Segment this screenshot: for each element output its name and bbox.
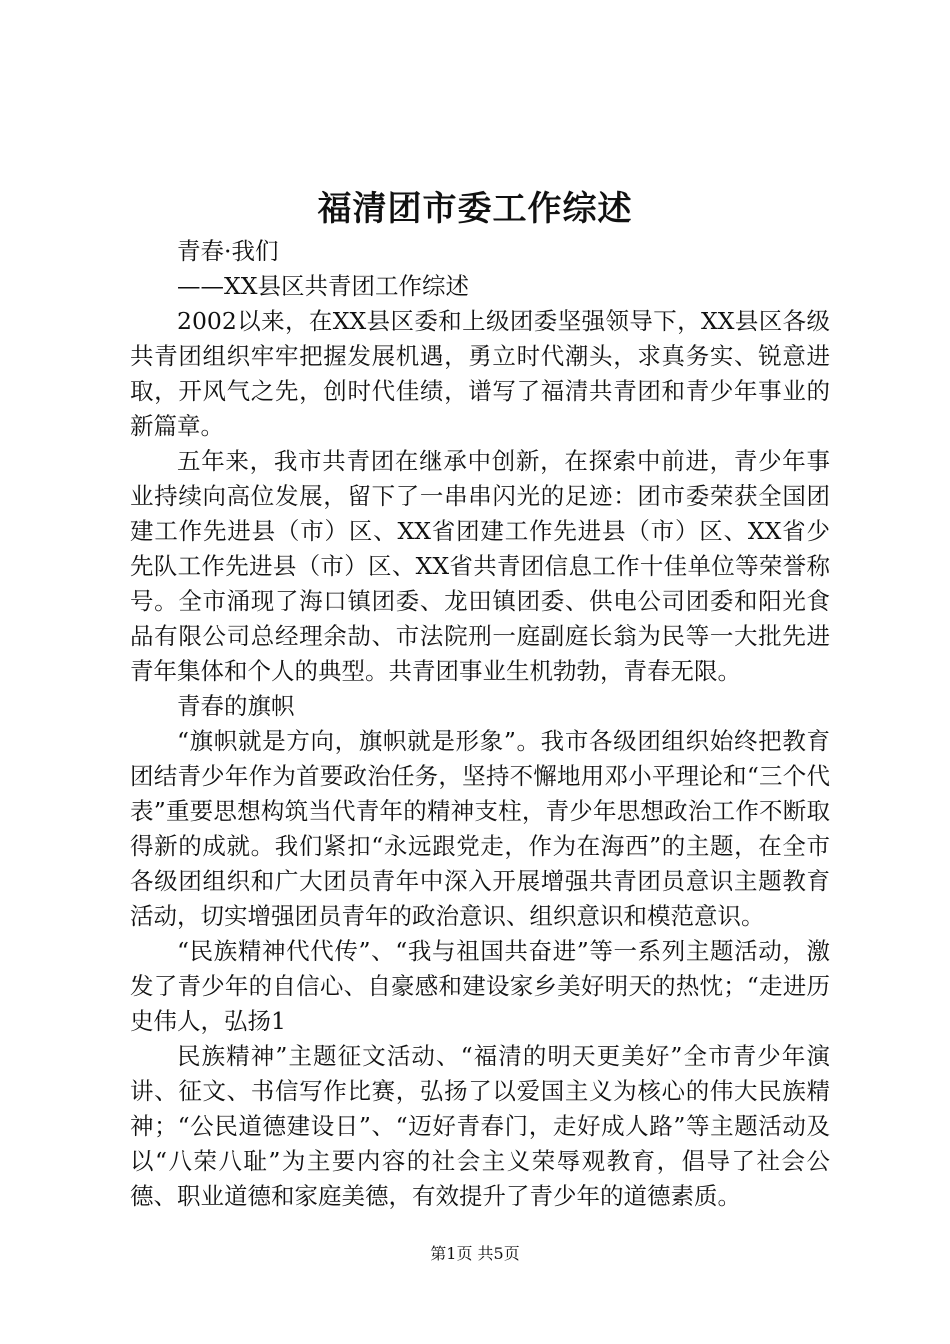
paragraph-activities: “民族精神代代传”、“我与祖国共奋进”等一系列主题活动，激发了青少年的自信心、自豪感和建设家乡美好明天的热忱；“走进历史伟人，弘扬1: [130, 937, 830, 1035]
document-title: 福清团市委工作综述: [317, 189, 633, 229]
paragraph-five-years: 五年来，我市共青团在继承中创新，在探索中前进，青少年事业持续向高位发展，留下了一串串闪光的足迹：团市委荣获全国团建工作先进县（市）区、XX省团建工作先进县（市）区、XX省少先队工作先进县（市）区、XX省共青团信息工作十佳单位等荣誉称号。全市涌现了海口镇团委、龙田镇团委、供电公司团委和阳光食品有限公司总经理余劼、市法院刑一庭副庭长翁为民等一大批先进青年集体和个人的典型。共青团事业生机勃勃，青春无限。: [130, 447, 830, 685]
paragraph-subtitle-2: ——XX县区共青团工作综述: [177, 272, 469, 300]
page-number: 第1页 共5页: [430, 1244, 520, 1263]
paragraph-subtitle-1: 青春·我们: [177, 237, 279, 265]
section-heading: 青春的旗帜: [177, 692, 295, 720]
paragraph-national-spirit: 民族精神”主题征文活动、“福清的明天更美好”全市青少年演讲、征文、书信写作比赛，弘扬了以爱国主义为核心的伟大民族精神；“公民道德建设日”、“迈好青春门，走好成人路”等主题活动及以“八荣八耻”为主要内容的社会主义荣辱观教育，倡导了社会公德、职业道德和家庭美德，有效提升了青少年的道德素质。: [130, 1042, 830, 1210]
paragraph-intro: 2002以来，在XX县区委和上级团委坚强领导下，XX县区各级共青团组织牢牢把握发展机遇，勇立时代潮头，求真务实、锐意进取，开风气之先，创时代佳绩，谱写了福清共青团和青少年事业的新篇章。: [130, 307, 830, 440]
document-body: [130, 234, 830, 1214]
paragraph-banner: “旗帜就是方向，旗帜就是形象”。我市各级团组织始终把教育团结青少年作为首要政治任务，坚持不懈地用邓小平理论和“三个代表”重要思想构筑当代青年的精神支柱，青少年思想政治工作不断取得新的成就。我们紧扣“永远跟党走，作为在海西”的主题，在全市各级团组织和广大团员青年中深入开展增强共青团员意识主题教育活动，切实增强团员青年的政治意识、组织意识和模范意识。: [130, 727, 830, 930]
